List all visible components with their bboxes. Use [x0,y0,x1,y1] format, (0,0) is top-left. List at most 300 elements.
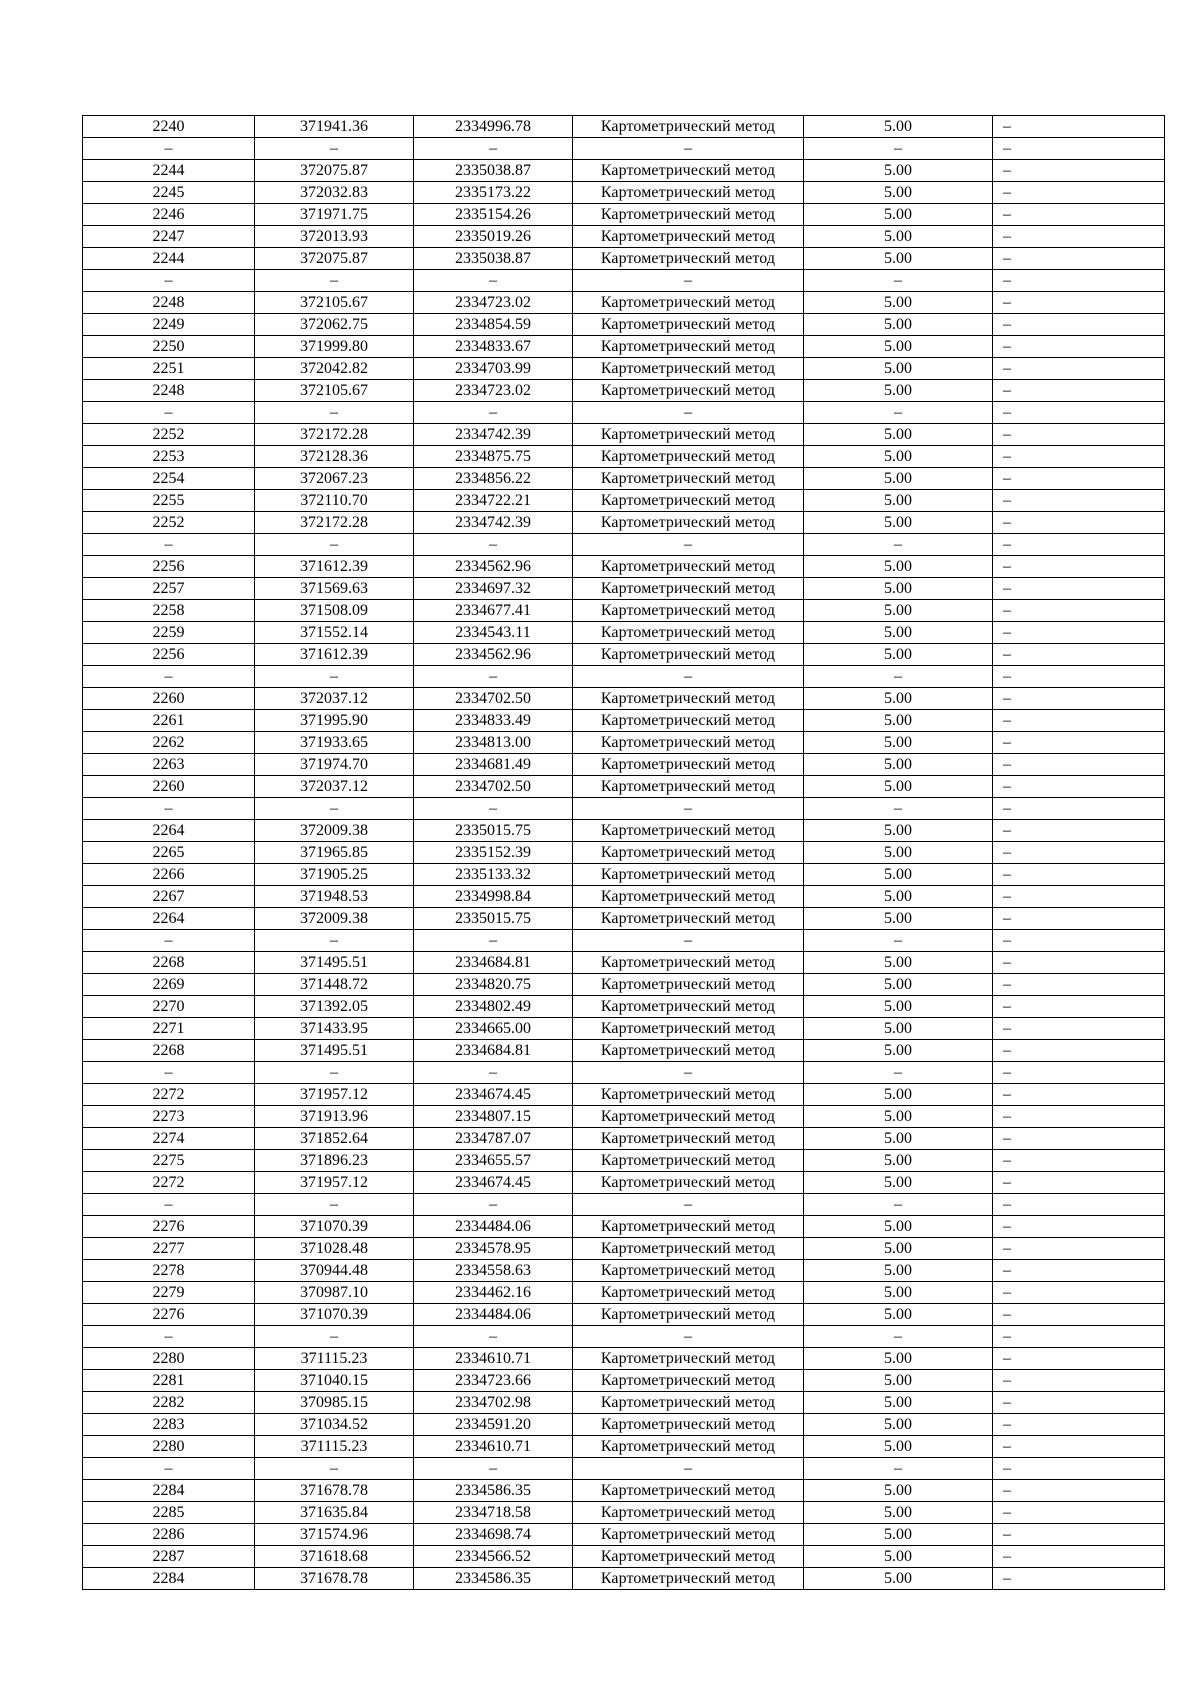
point-number-cell: 2260 [83,776,255,798]
x-coordinate-cell: 371965.85 [255,842,414,864]
method-cell: Картометрический метод [573,1414,804,1436]
method-cell: Картометрический метод [573,776,804,798]
point-number-cell: 2285 [83,1502,255,1524]
table-row [83,556,1165,578]
note-cell: – [993,820,1165,842]
y-coordinate-cell: 2334684.81 [414,1040,573,1062]
table-row [83,1568,1165,1590]
accuracy-cell: 5.00 [804,314,993,336]
method-cell: Картометрический метод [573,974,804,996]
note-cell: – [993,160,1165,182]
x-coordinate-cell: 371896.23 [255,1150,414,1172]
method-cell: Картометрический метод [573,358,804,380]
x-coordinate-cell: – [255,1194,414,1216]
table-row [83,666,1165,688]
method-cell: Картометрический метод [573,182,804,204]
table-row [83,1502,1165,1524]
table-row [83,886,1165,908]
note-cell: – [993,138,1165,160]
accuracy-cell: 5.00 [804,336,993,358]
y-coordinate-cell: 2334723.02 [414,380,573,402]
y-coordinate-cell: – [414,798,573,820]
y-coordinate-cell: 2334875.75 [414,446,573,468]
note-cell: – [993,842,1165,864]
y-coordinate-cell: 2334697.32 [414,578,573,600]
accuracy-cell: 5.00 [804,600,993,622]
table-row [83,842,1165,864]
method-cell: Картометрический метод [573,160,804,182]
y-coordinate-cell: 2334802.49 [414,996,573,1018]
point-number-cell: 2278 [83,1260,255,1282]
point-number-cell: 2258 [83,600,255,622]
table-row [83,732,1165,754]
y-coordinate-cell: 2335133.32 [414,864,573,886]
point-number-cell: 2248 [83,380,255,402]
x-coordinate-cell: 372009.38 [255,908,414,930]
point-number-cell: 2268 [83,1040,255,1062]
note-cell: – [993,908,1165,930]
accuracy-cell: 5.00 [804,1238,993,1260]
table-row [83,1348,1165,1370]
accuracy-cell: 5.00 [804,1172,993,1194]
method-cell: – [573,666,804,688]
y-coordinate-cell: 2334723.02 [414,292,573,314]
x-coordinate-cell: 371569.63 [255,578,414,600]
y-coordinate-cell: 2334856.22 [414,468,573,490]
y-coordinate-cell: 2334543.11 [414,622,573,644]
point-number-cell: 2269 [83,974,255,996]
method-cell: Картометрический метод [573,116,804,138]
accuracy-cell: 5.00 [804,1524,993,1546]
note-cell: – [993,1260,1165,1282]
y-coordinate-cell: 2334702.50 [414,688,573,710]
table-row [83,1370,1165,1392]
y-coordinate-cell: – [414,138,573,160]
note-cell: – [993,380,1165,402]
method-cell: Картометрический метод [573,1260,804,1282]
point-number-cell: 2256 [83,644,255,666]
note-cell: – [993,1546,1165,1568]
note-cell: – [993,1348,1165,1370]
x-coordinate-cell: 371948.53 [255,886,414,908]
table-row [83,204,1165,226]
method-cell: Картометрический метод [573,446,804,468]
accuracy-cell: 5.00 [804,1370,993,1392]
table-row [83,1282,1165,1304]
x-coordinate-cell: – [255,666,414,688]
accuracy-cell: 5.00 [804,886,993,908]
x-coordinate-cell: 371941.36 [255,116,414,138]
table-row [83,270,1165,292]
method-cell: – [573,930,804,952]
x-coordinate-cell: – [255,402,414,424]
note-cell: – [993,270,1165,292]
point-number-cell: 2281 [83,1370,255,1392]
point-number-cell: – [83,1458,255,1480]
note-cell: – [993,952,1165,974]
x-coordinate-cell: 372037.12 [255,688,414,710]
table-row [83,226,1165,248]
table-row [83,402,1165,424]
note-cell: – [993,930,1165,952]
table-row [83,490,1165,512]
accuracy-cell: – [804,138,993,160]
x-coordinate-cell: 371852.64 [255,1128,414,1150]
method-cell: Картометрический метод [573,1084,804,1106]
x-coordinate-cell: 371574.96 [255,1524,414,1546]
point-number-cell: 2246 [83,204,255,226]
point-number-cell: – [83,270,255,292]
x-coordinate-cell: 371508.09 [255,600,414,622]
x-coordinate-cell: 371618.68 [255,1546,414,1568]
accuracy-cell: 5.00 [804,512,993,534]
table-row [83,1106,1165,1128]
accuracy-cell: 5.00 [804,732,993,754]
method-cell: Картометрический метод [573,380,804,402]
accuracy-cell: 5.00 [804,182,993,204]
note-cell: – [993,204,1165,226]
note-cell: – [993,600,1165,622]
point-number-cell: 2280 [83,1436,255,1458]
method-cell: Картометрический метод [573,864,804,886]
y-coordinate-cell: 2334998.84 [414,886,573,908]
table-row [83,1172,1165,1194]
x-coordinate-cell: – [255,798,414,820]
table-row [83,380,1165,402]
method-cell: Картометрический метод [573,248,804,270]
y-coordinate-cell: 2334591.20 [414,1414,573,1436]
coordinates-table [82,115,1165,1590]
method-cell: Картометрический метод [573,688,804,710]
y-coordinate-cell: 2334787.07 [414,1128,573,1150]
point-number-cell: 2279 [83,1282,255,1304]
x-coordinate-cell: 371552.14 [255,622,414,644]
x-coordinate-cell: 372013.93 [255,226,414,248]
method-cell: Картометрический метод [573,622,804,644]
method-cell: Картометрический метод [573,996,804,1018]
x-coordinate-cell: – [255,270,414,292]
note-cell: – [993,1304,1165,1326]
y-coordinate-cell: 2334681.49 [414,754,573,776]
note-cell: – [993,446,1165,468]
point-number-cell: 2283 [83,1414,255,1436]
x-coordinate-cell: 372032.83 [255,182,414,204]
accuracy-cell: 5.00 [804,1084,993,1106]
y-coordinate-cell: – [414,1194,573,1216]
x-coordinate-cell: 372009.38 [255,820,414,842]
method-cell: Картометрический метод [573,512,804,534]
table-row [83,710,1165,732]
accuracy-cell: 5.00 [804,1392,993,1414]
method-cell: – [573,138,804,160]
x-coordinate-cell: 372037.12 [255,776,414,798]
accuracy-cell: 5.00 [804,1304,993,1326]
method-cell: Картометрический метод [573,1216,804,1238]
point-number-cell: – [83,534,255,556]
accuracy-cell: 5.00 [804,842,993,864]
method-cell: Картометрический метод [573,468,804,490]
accuracy-cell: – [804,1194,993,1216]
y-coordinate-cell: 2334698.74 [414,1524,573,1546]
x-coordinate-cell: 371957.12 [255,1172,414,1194]
accuracy-cell: 5.00 [804,424,993,446]
x-coordinate-cell: 371433.95 [255,1018,414,1040]
accuracy-cell: 5.00 [804,556,993,578]
method-cell: Картометрический метод [573,710,804,732]
method-cell: Картометрический метод [573,952,804,974]
y-coordinate-cell: 2334610.71 [414,1348,573,1370]
note-cell: – [993,1018,1165,1040]
method-cell: Картометрический метод [573,490,804,512]
note-cell: – [993,424,1165,446]
point-number-cell: 2264 [83,908,255,930]
note-cell: – [993,226,1165,248]
x-coordinate-cell: 372042.82 [255,358,414,380]
accuracy-cell: 5.00 [804,1040,993,1062]
note-cell: – [993,1524,1165,1546]
accuracy-cell: 5.00 [804,710,993,732]
note-cell: – [993,248,1165,270]
y-coordinate-cell: 2334854.59 [414,314,573,336]
table-row [83,1018,1165,1040]
point-number-cell: – [83,1062,255,1084]
table-row [83,754,1165,776]
y-coordinate-cell: 2334677.41 [414,600,573,622]
method-cell: Картометрический метод [573,1436,804,1458]
accuracy-cell: 5.00 [804,116,993,138]
method-cell: Картометрический метод [573,1128,804,1150]
note-cell: – [993,402,1165,424]
note-cell: – [993,1238,1165,1260]
table-row [83,160,1165,182]
accuracy-cell: – [804,1062,993,1084]
note-cell: – [993,1282,1165,1304]
x-coordinate-cell: 371115.23 [255,1436,414,1458]
x-coordinate-cell: 371115.23 [255,1348,414,1370]
method-cell: Картометрический метод [573,1546,804,1568]
table-row [83,1040,1165,1062]
y-coordinate-cell: 2334702.50 [414,776,573,798]
method-cell: Картометрический метод [573,1172,804,1194]
y-coordinate-cell: – [414,1326,573,1348]
point-number-cell: 2264 [83,820,255,842]
y-coordinate-cell: 2334558.63 [414,1260,573,1282]
y-coordinate-cell: 2334703.99 [414,358,573,380]
y-coordinate-cell: 2334813.00 [414,732,573,754]
y-coordinate-cell: – [414,1062,573,1084]
point-number-cell: 2284 [83,1568,255,1590]
y-coordinate-cell: 2334742.39 [414,424,573,446]
x-coordinate-cell: 372172.28 [255,512,414,534]
point-number-cell: 2259 [83,622,255,644]
note-cell: – [993,468,1165,490]
note-cell: – [993,1480,1165,1502]
accuracy-cell: 5.00 [804,248,993,270]
accuracy-cell: – [804,666,993,688]
note-cell: – [993,490,1165,512]
y-coordinate-cell: 2334807.15 [414,1106,573,1128]
accuracy-cell: 5.00 [804,644,993,666]
note-cell: – [993,1568,1165,1590]
accuracy-cell: – [804,270,993,292]
table-row [83,446,1165,468]
note-cell: – [993,358,1165,380]
method-cell: Картометрический метод [573,1568,804,1590]
point-number-cell: – [83,798,255,820]
x-coordinate-cell: 371495.51 [255,952,414,974]
note-cell: – [993,182,1165,204]
note-cell: – [993,886,1165,908]
point-number-cell: 2253 [83,446,255,468]
table-row [83,1524,1165,1546]
y-coordinate-cell: 2334462.16 [414,1282,573,1304]
point-number-cell: 2252 [83,512,255,534]
y-coordinate-cell: 2334665.00 [414,1018,573,1040]
note-cell: – [993,512,1165,534]
accuracy-cell: 5.00 [804,358,993,380]
accuracy-cell: 5.00 [804,160,993,182]
table-row [83,314,1165,336]
method-cell: Картометрический метод [573,1282,804,1304]
point-number-cell: 2270 [83,996,255,1018]
accuracy-cell: 5.00 [804,578,993,600]
table-row [83,908,1165,930]
note-cell: – [993,622,1165,644]
y-coordinate-cell: 2334674.45 [414,1172,573,1194]
accuracy-cell: 5.00 [804,292,993,314]
table-row [83,776,1165,798]
x-coordinate-cell: 371040.15 [255,1370,414,1392]
accuracy-cell: 5.00 [804,974,993,996]
x-coordinate-cell: 371995.90 [255,710,414,732]
x-coordinate-cell: – [255,1458,414,1480]
point-number-cell: 2267 [83,886,255,908]
note-cell: – [993,314,1165,336]
note-cell: – [993,1150,1165,1172]
method-cell: Картометрический метод [573,820,804,842]
table-row [83,1414,1165,1436]
point-number-cell: 2251 [83,358,255,380]
method-cell: Картометрический метод [573,908,804,930]
note-cell: – [993,710,1165,732]
y-coordinate-cell: 2335038.87 [414,160,573,182]
y-coordinate-cell: 2334562.96 [414,644,573,666]
y-coordinate-cell: 2334820.75 [414,974,573,996]
y-coordinate-cell: 2334723.66 [414,1370,573,1392]
point-number-cell: 2256 [83,556,255,578]
method-cell: Картометрический метод [573,578,804,600]
accuracy-cell: 5.00 [804,952,993,974]
y-coordinate-cell: 2334833.49 [414,710,573,732]
x-coordinate-cell: 372105.67 [255,292,414,314]
accuracy-cell: – [804,930,993,952]
note-cell: – [993,754,1165,776]
point-number-cell: 2247 [83,226,255,248]
point-number-cell: 2248 [83,292,255,314]
y-coordinate-cell: 2334566.52 [414,1546,573,1568]
note-cell: – [993,1502,1165,1524]
table-row [83,622,1165,644]
note-cell: – [993,1436,1165,1458]
table-row [83,820,1165,842]
point-number-cell: 2257 [83,578,255,600]
point-number-cell: 2255 [83,490,255,512]
table-row [83,468,1165,490]
y-coordinate-cell: 2334833.67 [414,336,573,358]
x-coordinate-cell: 372075.87 [255,160,414,182]
x-coordinate-cell: – [255,534,414,556]
accuracy-cell: 5.00 [804,1414,993,1436]
accuracy-cell: 5.00 [804,622,993,644]
accuracy-cell: 5.00 [804,754,993,776]
accuracy-cell: 5.00 [804,204,993,226]
point-number-cell: 2282 [83,1392,255,1414]
table-row [83,424,1165,446]
x-coordinate-cell: 372172.28 [255,424,414,446]
accuracy-cell: 5.00 [804,468,993,490]
method-cell: Картометрический метод [573,1304,804,1326]
x-coordinate-cell: – [255,1062,414,1084]
table-row [83,798,1165,820]
point-number-cell: 2276 [83,1216,255,1238]
point-number-cell: 2265 [83,842,255,864]
table-row [83,996,1165,1018]
y-coordinate-cell: – [414,1458,573,1480]
point-number-cell: 2240 [83,116,255,138]
table-row [83,292,1165,314]
point-number-cell: 2276 [83,1304,255,1326]
table-row [83,1304,1165,1326]
x-coordinate-cell: 371448.72 [255,974,414,996]
point-number-cell: 2245 [83,182,255,204]
accuracy-cell: 5.00 [804,1568,993,1590]
y-coordinate-cell: 2335154.26 [414,204,573,226]
accuracy-cell: 5.00 [804,1106,993,1128]
method-cell: Картометрический метод [573,1502,804,1524]
table-row [83,182,1165,204]
y-coordinate-cell: – [414,666,573,688]
note-cell: – [993,864,1165,886]
y-coordinate-cell: 2334702.98 [414,1392,573,1414]
table-row [83,1458,1165,1480]
note-cell: – [993,1084,1165,1106]
point-number-cell: 2273 [83,1106,255,1128]
y-coordinate-cell: 2334718.58 [414,1502,573,1524]
method-cell: Картометрический метод [573,226,804,248]
y-coordinate-cell: 2334610.71 [414,1436,573,1458]
table-row [83,1546,1165,1568]
note-cell: – [993,732,1165,754]
x-coordinate-cell: 371974.70 [255,754,414,776]
point-number-cell: 2254 [83,468,255,490]
note-cell: – [993,1194,1165,1216]
y-coordinate-cell: 2335152.39 [414,842,573,864]
y-coordinate-cell: 2334578.95 [414,1238,573,1260]
method-cell: – [573,1458,804,1480]
method-cell: Картометрический метод [573,1348,804,1370]
x-coordinate-cell: 371913.96 [255,1106,414,1128]
point-number-cell: 2284 [83,1480,255,1502]
table-row [83,1216,1165,1238]
table-row [83,1480,1165,1502]
accuracy-cell: 5.00 [804,1502,993,1524]
point-number-cell: 2244 [83,248,255,270]
accuracy-cell: 5.00 [804,996,993,1018]
method-cell: Картометрический метод [573,1370,804,1392]
point-number-cell: 2277 [83,1238,255,1260]
x-coordinate-cell: 372062.75 [255,314,414,336]
accuracy-cell: – [804,402,993,424]
